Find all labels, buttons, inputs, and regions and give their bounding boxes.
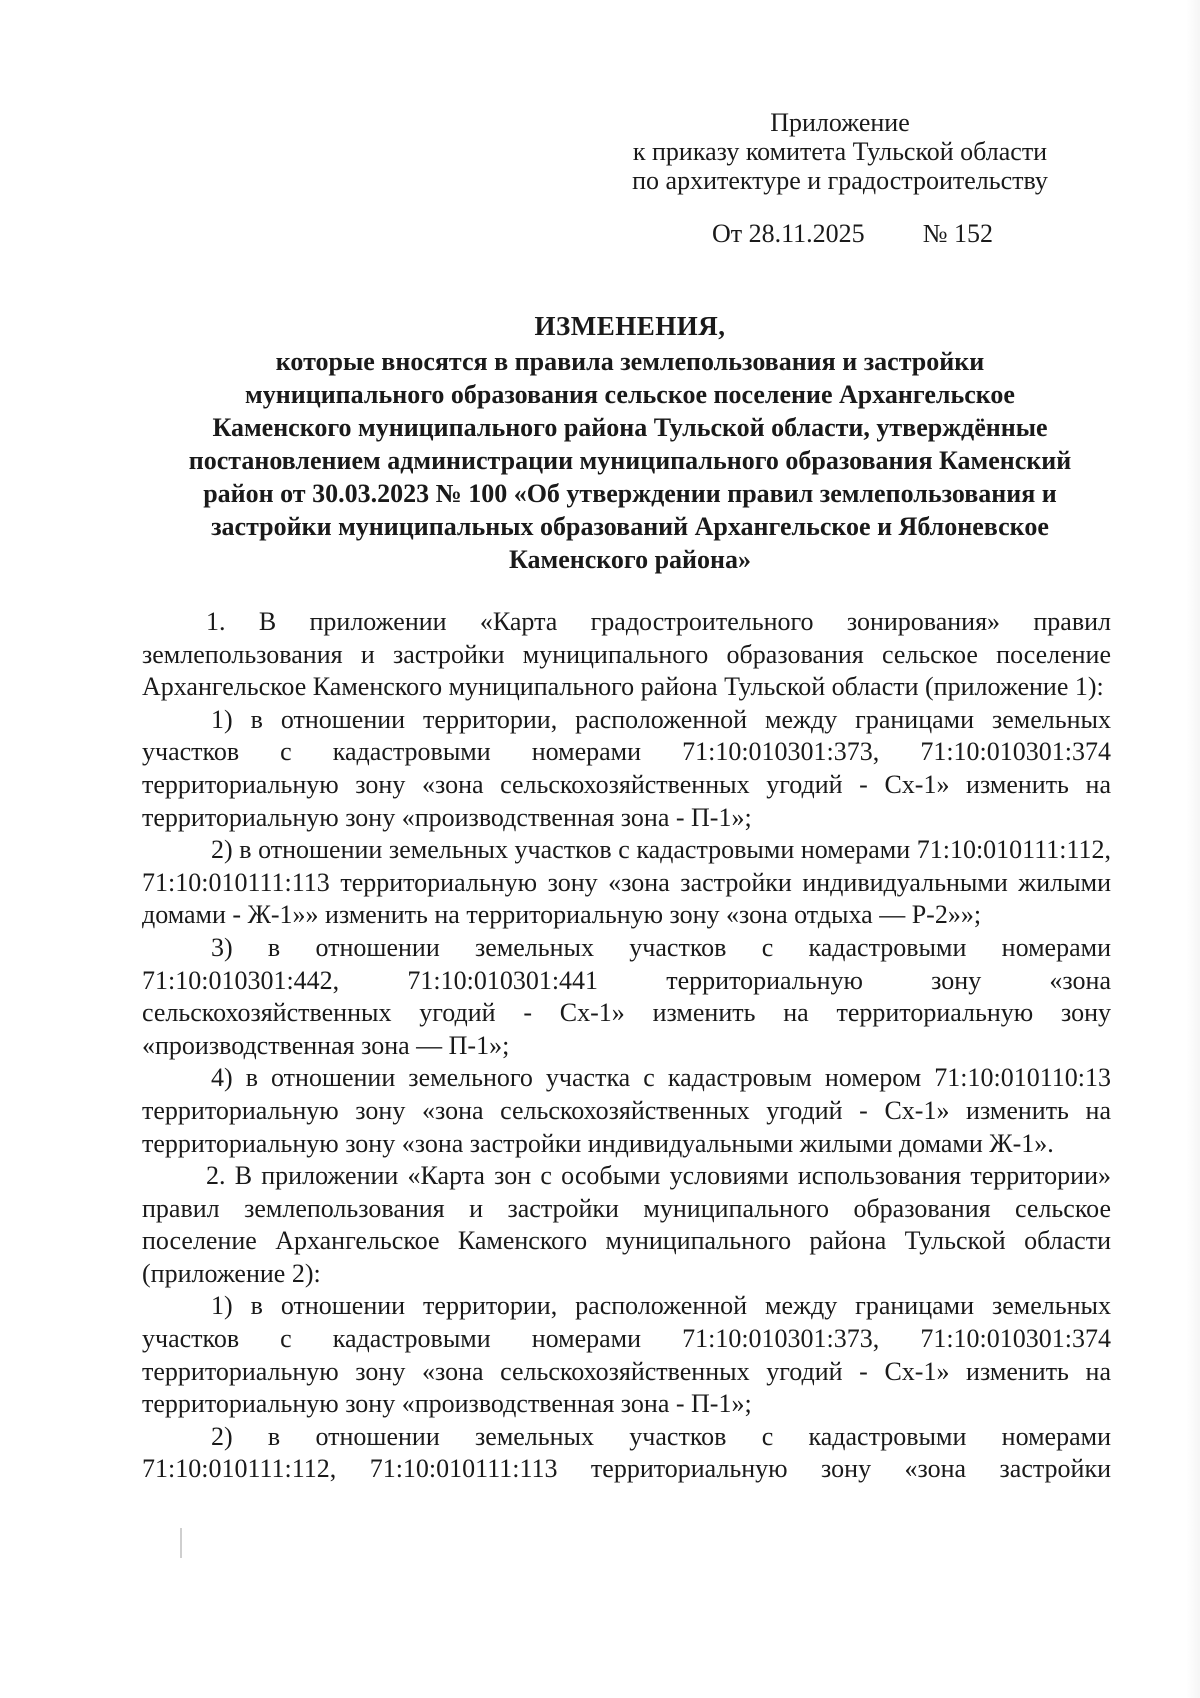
section-1-item: 3) в отношении земельных участков с кадастровыми номерами 71:10:010301:442, 71:10:010301:441 территориальную зону «зона сельскохозяйственных угодий - Сх-1» изменить на территориальную зону «производственная зона — П-1»; [142, 932, 1111, 1060]
title-line: которые вносятся в правила землепользования и застройки [275, 347, 985, 376]
section-1-item: 2) в отношении земельных участков с кадастровыми номерами 71:10:010111:112, 71:10:010111:113 территориальную зону «зона застройки индивидуальными жилыми домами - Ж-1»» изменить на территориальную зону «зона отдыха — Р-2»»; [142, 835, 1111, 930]
section-1-item: 4) в отношении земельного участка с кадастровым номером 71:10:010110:13 территориальную зону «зона сельскохозяйственных угодий - Сх-1» изменить на территориальную зону «зона застройки индивидуальными жилыми домами Ж-1». [142, 1063, 1111, 1158]
section-1-intro: 1. В приложении «Карта градостроительного зонирования» правил землепользования и застройки муниципального образования сельское поселение Архангельское Каменского муниципального района Тульской области (приложение 1): [142, 607, 1111, 702]
title-line: район от 30.03.2023 № 100 «Об утверждении правил землепользования и [203, 479, 1057, 508]
appendix-line: по архитектуре и градостроительству [632, 166, 1048, 195]
section-2-item-continuation: 71:10:010111:112, 71:10:010111:113 территориальную зону «зона застройки [142, 1454, 1111, 1484]
section-1-item: 1) в отношении территории, расположенной между границами земельных участков с кадастровыми номерами 71:10:010301:373, 71:10:010301:374 территориальную зону «зона сельскохозяйственных угодий - Сх-1» изменить на территориальную зону «производственная зона - П-1»; [142, 704, 1111, 832]
title-line: Каменского муниципального района Тульской области, утверждённые [212, 413, 1048, 442]
title-line: постановлением администрации муниципального образования Каменский [188, 446, 1072, 475]
title-line: Каменского района» [509, 545, 751, 574]
appendix-line: к приказу комитета Тульской области [632, 137, 1048, 166]
order-number: № 152 [922, 219, 993, 248]
order-date-number [712, 219, 993, 249]
document-title [140, 310, 1120, 576]
title-line: муниципального образования сельское поселение Архангельское [245, 380, 1015, 409]
title-heading: ИЗМЕНЕНИЯ, [534, 311, 726, 341]
order-date: От 28.11.2025 [712, 219, 865, 248]
document-body [142, 606, 1111, 1486]
title-line: застройки муниципальных образований Архангельское и Яблоневское [211, 512, 1049, 541]
section-2-item: 2) в отношении земельных участков с кадастровыми номерами [211, 1421, 1111, 1451]
appendix-line: Приложение [770, 108, 910, 137]
appendix-header [600, 108, 1080, 195]
scan-edge-shadow [1186, 0, 1200, 1698]
scan-margin-mark [180, 1528, 182, 1558]
section-2-intro: 2. В приложении «Карта зон с особыми условиями использования территории» правил землепользования и застройки муниципального образования сельское поселение Архангельское Каменского муниципального района Тульской области (приложение 2): [142, 1161, 1111, 1288]
section-2-item: 1) в отношении территории, расположенной между границами земельных участков с кадастровыми номерами 71:10:010301:373, 71:10:010301:374 территориальную зону «зона сельскохозяйственных угодий - Сх-1» изменить на территориальную зону «производственная зона - П-1»; [142, 1291, 1111, 1419]
